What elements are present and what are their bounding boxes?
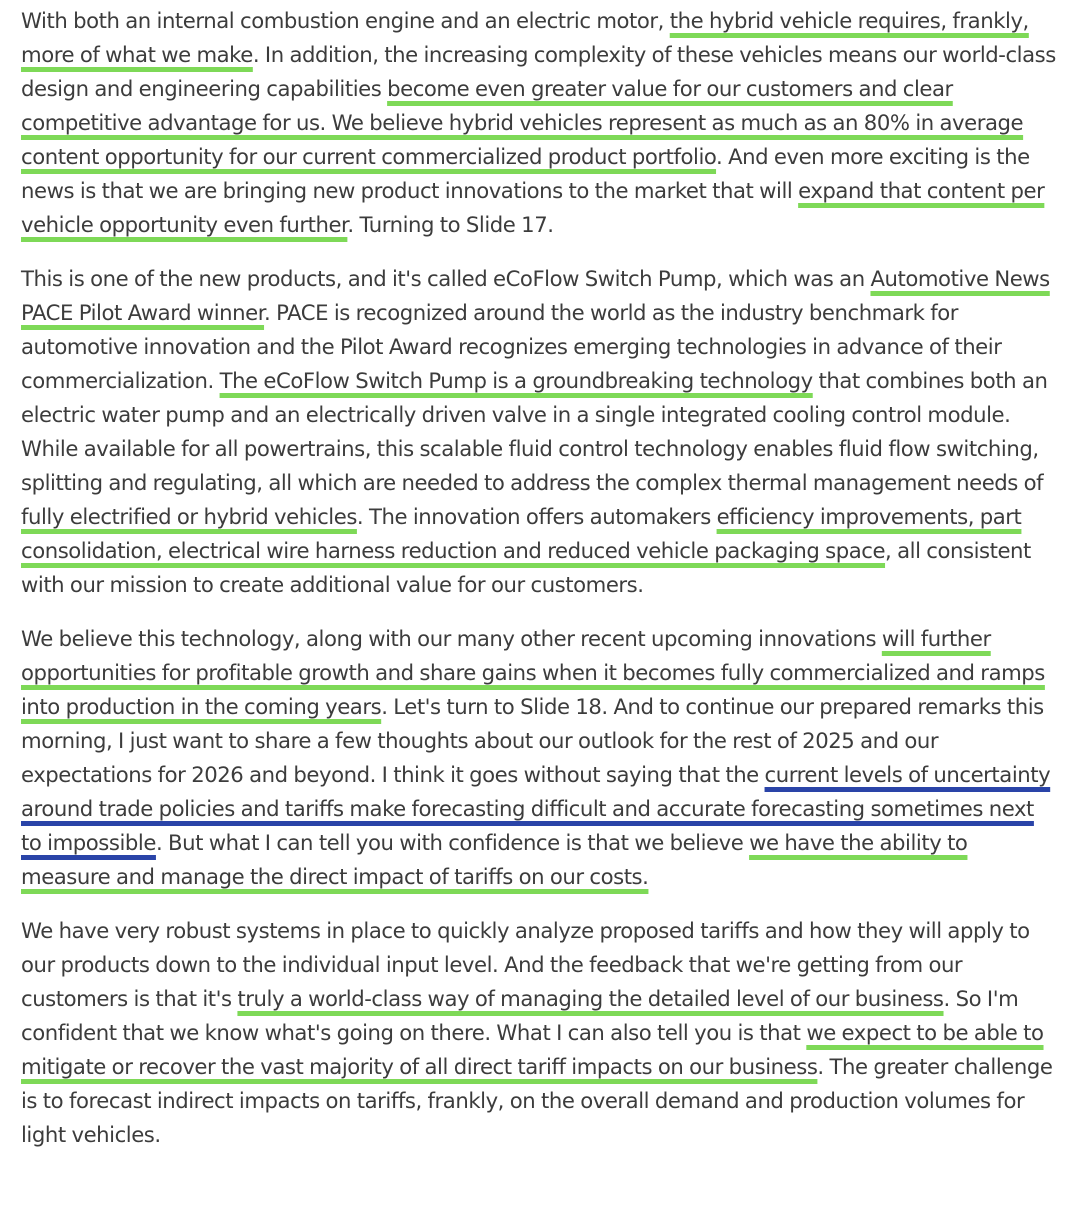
- body-text: . And even more exciting is the news is that we are bringing new product innovations to the market that will: [21, 144, 1030, 203]
- body-text: . Let's turn to Slide 18. And to continue our prepared remarks this morning, I just want to share a few thoughts about our outlook for the rest of 2025 and our expectations for 2026 and beyond. I think it goes without saying that the: [21, 694, 1044, 787]
- body-text: With both an internal combustion engine and an electric motor,: [21, 8, 670, 33]
- highlighted-text-green: the hybrid vehicle requires, frankly, more of what we make: [21, 8, 1029, 67]
- body-text: . The greater challenge is to forecast indirect impacts on tariffs, frankly, on the overall demand and production volumes for light vehicles.: [21, 1054, 1053, 1147]
- body-text: . But what I can tell you with confidence is that we believe: [155, 830, 750, 855]
- highlighted-text-green: truly a world-class way of managing the detailed level of our business: [237, 986, 944, 1011]
- transcript-paragraph: [21, 914, 1057, 1152]
- body-text: that combines both an electric water pump and an electrically driven valve in a single integrated cooling control module. While available for all powertrains, this scalable fluid control technology enables fluid flow switching, splitting and regulating, all which are needed to address the complex thermal management needs of: [21, 368, 1048, 495]
- transcript-paragraph: [21, 622, 1057, 894]
- body-text: . PACE is recognized around the world as the industry benchmark for automotive innovation and the Pilot Award recognizes emerging technologies in advance of their commercialization.: [21, 300, 1002, 393]
- highlighted-text-green: become even greater value for our customers and clear competitive advantage for us. We believe hybrid vehicles represent as much as an 80% in average content opportunity for our current commercialized product portfolio: [21, 76, 1024, 169]
- highlighted-text-blue: current levels of uncertainty around trade policies and tariffs make forecasting difficult and accurate forecasting sometimes next to impossible: [21, 762, 1051, 855]
- highlighted-text-green: efficiency improvements, part consolidation, electrical wire harness reduction and reduced vehicle packaging space: [21, 504, 1022, 563]
- body-text: . The innovation offers automakers: [356, 504, 717, 529]
- highlighted-text-green: expand that content per vehicle opportunity even further: [21, 178, 1045, 237]
- highlighted-text-green: Automotive News PACE Pilot Award winner: [21, 266, 1050, 325]
- highlighted-text-green: will further opportunities for profitable growth and share gains when it becomes fully commercialized and ramps into production in the coming years: [21, 626, 1045, 719]
- highlighted-text-green: The eCoFlow Switch Pump is a groundbreaking technology: [219, 368, 813, 393]
- transcript-paragraph: [21, 4, 1057, 242]
- transcript-document: [21, 4, 1057, 1172]
- body-text: , all consistent with our mission to create additional value for our customers.: [21, 538, 1031, 597]
- body-text: This is one of the new products, and it's called eCoFlow Switch Pump, which was an: [21, 266, 871, 291]
- body-text: We have very robust systems in place to quickly analyze proposed tariffs and how they will apply to our products down to the individual input level. And the feedback that we're getting from our customers is that it's: [21, 918, 1030, 1011]
- body-text: . So I'm confident that we know what's going on there. What I can also tell you is that: [21, 986, 1019, 1045]
- body-text: . Turning to Slide 17.: [347, 212, 554, 237]
- highlighted-text-green: fully electrified or hybrid vehicles: [21, 504, 357, 529]
- highlighted-text-green: we expect to be able to mitigate or recover the vast majority of all direct tariff impacts on our business: [21, 1020, 1044, 1079]
- body-text: . In addition, the increasing complexity of these vehicles means our world-class design and engineering capabilities: [21, 42, 1056, 101]
- highlighted-text-green: we have the ability to measure and manage the direct impact of tariffs on our costs.: [21, 830, 968, 889]
- body-text: We believe this technology, along with our many other recent upcoming innovations: [21, 626, 882, 651]
- transcript-paragraph: [21, 262, 1057, 602]
